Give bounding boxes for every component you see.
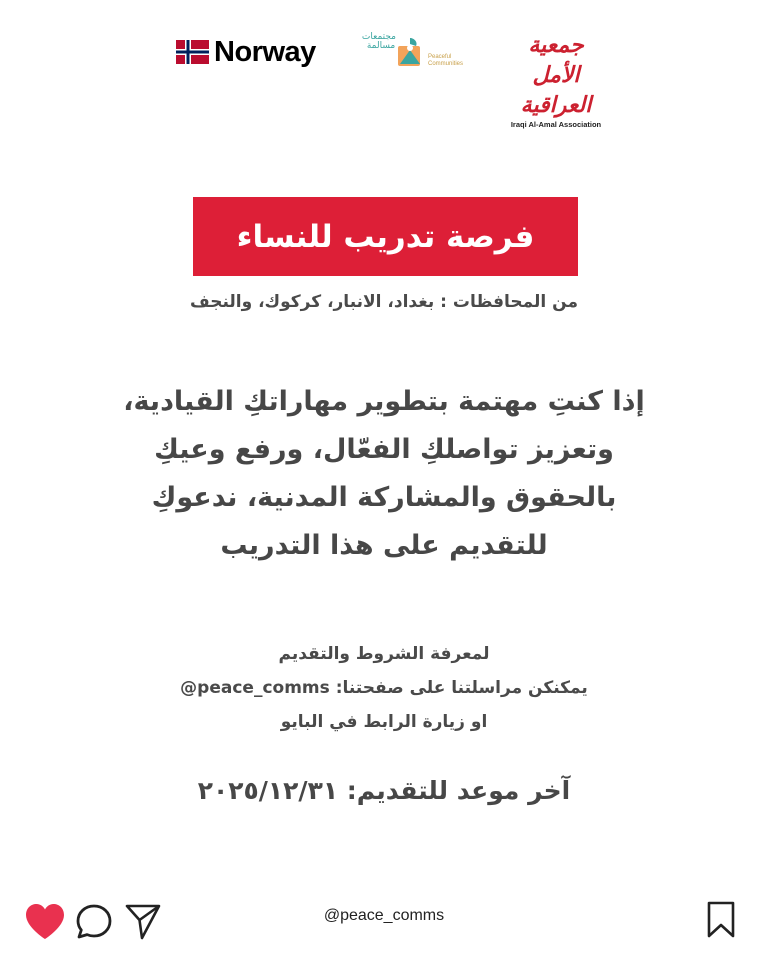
info-handle-link[interactable]: @peace_comms xyxy=(180,678,330,698)
main-message-line: وتعزيز تواصلكِ الفعّال، ورفع وعيكِ xyxy=(154,434,614,465)
post-action-bar xyxy=(0,895,768,945)
account-handle[interactable]: @peace_comms xyxy=(323,907,445,924)
deadline-text: آخر موعد للتقديم: ٢٠٢٥/١٢/٣١ xyxy=(197,776,571,805)
bookmark-icon[interactable] xyxy=(706,901,736,939)
norway-logo xyxy=(176,36,316,68)
info-line: لمعرفة الشروط والتقديم xyxy=(278,644,490,664)
iraqi-al-amal-en: Iraqi Al-Amal Association xyxy=(510,120,602,129)
peaceful-communities-ar: مجتمعات مسالمة xyxy=(361,32,396,51)
iraqi-al-amal-logo xyxy=(510,30,602,129)
info-line: او زيارة الرابط في البايو xyxy=(280,712,488,732)
peaceful-communities-logo xyxy=(361,30,476,74)
peaceful-communities-en: Peaceful Communities xyxy=(428,54,464,67)
norway-flag-icon xyxy=(176,40,209,64)
dove-icon xyxy=(396,34,424,68)
norway-wordmark: Norway xyxy=(214,35,316,68)
title-banner: فرصة تدريب للنساء xyxy=(193,197,578,276)
iraqi-al-amal-ar: جمعية الأمل العراقية xyxy=(520,32,592,118)
provinces-text: من المحافظات : بغداد، الانبار، كركوك، والنجف xyxy=(189,292,579,312)
info-contact-text: يمكنكن مراسلتنا على صفحتنا: xyxy=(335,678,588,698)
comment-icon[interactable] xyxy=(75,903,113,941)
share-icon[interactable] xyxy=(124,901,162,941)
partner-logos xyxy=(0,30,768,129)
contact-info xyxy=(120,637,648,739)
main-message xyxy=(60,378,708,570)
main-message-line: إذا كنتِ مهتمة بتطوير مهاراتكِ القيادية، xyxy=(123,386,645,417)
main-message-line: بالحقوق والمشاركة المدنية، ندعوكِ xyxy=(151,482,617,513)
main-message-line: للتقديم على هذا التدريب xyxy=(220,530,548,561)
info-contact-line xyxy=(120,671,648,705)
heart-icon[interactable] xyxy=(24,903,66,941)
